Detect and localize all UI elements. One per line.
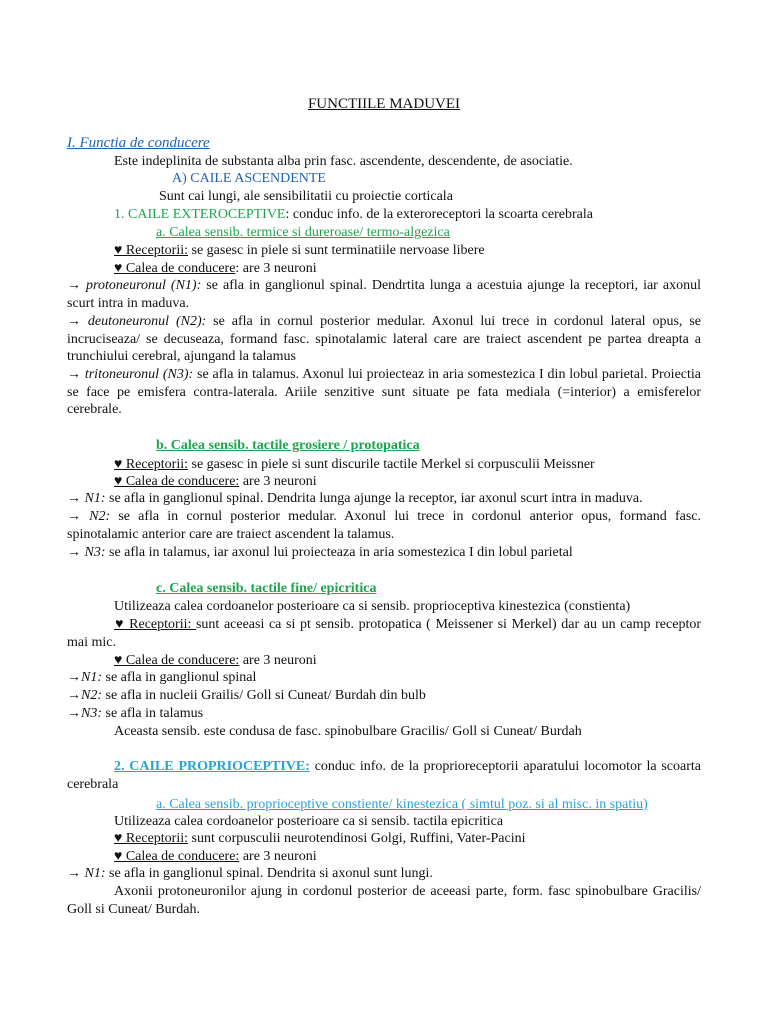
path-c-intro: Utilizeaza calea cordoanelor posterioare ca si sensib. proprioceptiva kinestezica (constienta) [114, 599, 631, 614]
path-b-heading: b. Calea sensib. tactile grosiere / protopatica [156, 438, 420, 453]
n2-text: se afla in cornul posterior medular. Axonul lui trece in cordonul anterior opus, formand fasc. spinotalamic anterior care are traiect ascendent la talamus. [67, 509, 702, 542]
n3-text: se afla in talamus. Axonul lui proiecteaz in aria somestezica I din lobul parietal. Proiectia se face pe emisfera contra-laterala. Ariile senzitive sunt situate pe fata mediala (=interior) a emisferelor cerebrale. [67, 367, 701, 417]
proprio-path-a-intro: Utilizeaza calea cordoanelor posterioare ca si sensib. tactila epicritica [114, 814, 504, 829]
receptors-label: ♥ Receptorii: [114, 831, 189, 846]
receptors-label: ♥ Receptorii: [114, 243, 189, 258]
receptors-text: sunt aceeasi ca si pt sensib. protopatica ( Meissener si Merkel) dar au un camp receptor mai mic. [67, 617, 701, 650]
n3-text: se afla in talamus [102, 706, 204, 721]
n1-text: se afla in ganglionul spinal [102, 670, 257, 685]
n3-label: N3: [81, 706, 102, 721]
path-c-conduction [114, 652, 748, 670]
receptors-text: sunt corpusculii neurotendinosi Golgi, Ruffini, Vater-Pacini [188, 831, 526, 846]
proprio-path-a-heading: a. Calea sensib. proprioceptive constiente/ kinestezica ( simtul poz. si al misc. in spatiu) [156, 797, 648, 812]
n2-label: N2: [89, 509, 111, 524]
conduction-label: ♥ Calea de conducere [114, 261, 236, 276]
n2-label: N2: [81, 688, 102, 703]
conduction-text: are 3 neuroni [239, 474, 317, 489]
proprio-path-a-conduction [114, 848, 748, 866]
conduction-text: are 3 neuroni [239, 849, 317, 864]
conduction-text: are 3 neuroni [239, 653, 317, 668]
proprio-path-a-n1: → N1: se afla in ganglionul spinal. Dendrita si axonul sunt lungi. [67, 866, 433, 881]
n1-text: se afla in ganglionul spinal. Dendrita si axonul sunt lungi. [105, 866, 433, 881]
section-intro: Este indeplinita de substanta alba prin fasc. ascendente, descendente, de asociatie. [114, 154, 573, 169]
path-b-receptors [114, 456, 748, 474]
path-b-n1: → N1: se afla in ganglionul spinal. Dendrita lunga ajunge la receptor, iar axonul scurt intra in maduva. [67, 491, 643, 506]
exteroceptive-desc: : conduc info. de la exteroreceptori la scoarta cerebrala [285, 207, 593, 222]
path-a-heading: a. Calea sensib. termice si dureroase/ termo-algezica [156, 225, 450, 240]
exteroceptive-heading: 1. CAILE EXTEROCEPTIVE [114, 207, 286, 222]
receptors-text: se gasesc in piele si sunt terminatiile nervoase libere [188, 243, 485, 258]
conduction-text: : are 3 neuroni [235, 261, 317, 276]
path-b-n2: → N2: se afla in cornul posterior medular. Axonul lui trece in cordonul anterior opus, formand fasc. spinotalamic anterior care are traiect ascendent la talamus. [67, 509, 702, 542]
n1-label: N1: [84, 866, 106, 881]
path-a-n1 [67, 277, 701, 312]
n1-text: se afla in ganglionul spinal. Dendrtita lunga a acestuia ajunge la receptori, iar axonul scurt intra in maduva. [67, 278, 701, 311]
proprioceptive-desc: conduc info. de la proprioreceptorii aparatului locomotor la scoarta cerebrala [67, 759, 701, 792]
n2-label: → deutoneuronul (N2): [67, 314, 207, 329]
path-a-n3 [67, 366, 701, 419]
receptors-label: ♥ Receptorii: [114, 457, 189, 472]
exteroceptive-line [114, 206, 748, 224]
proprioceptive-heading: 2. CAILE PROPRIOCEPTIVE: [114, 759, 310, 774]
proprio-path-a-receptors [114, 830, 748, 848]
n1-label: N1: [84, 491, 106, 506]
n2-text: se afla in nucleii Grailis/ Goll si Cuneat/ Burdah din bulb [102, 688, 426, 703]
proprioceptive-line [67, 758, 701, 793]
ascending-heading: A) CAILE ASCENDENTE [172, 171, 326, 186]
n3-label: N3: [84, 545, 106, 560]
page-title: FUNCTIILE MADUVEI [307, 96, 461, 112]
n3-label: → tritoneuronul (N3): [67, 367, 194, 382]
receptors-text: se gasesc in piele si sunt discurile tactile Merkel si corpusculii Meissner [188, 457, 595, 472]
path-c-outro: Aceasta sensib. este condusa de fasc. spinobulbare Gracilis/ Goll si Cuneat/ Burdah [114, 724, 582, 739]
path-a-receptors [114, 242, 748, 260]
n1-label: → protoneuronul (N1): [67, 278, 202, 293]
path-c-receptors [67, 616, 701, 651]
outro-text: Axonii protoneuronilor ajung in cordonul posterior de aceeasi parte, form. fasc spinobulbare Gracilis/ Goll si Cuneat/ Burdah. [67, 884, 701, 917]
n1-label: N1: [81, 670, 102, 685]
n2-text: se afla in cornul posterior medular. Axonul lui trece in cordonul lateral opus, se incruciseaza/ se decuseaza, formand fasc. spinotalamic lateral care are traiect ascendent pe partea dreapta a trunchiului cerebral, ajungand la talamus [67, 314, 701, 364]
path-b-conduction [114, 473, 748, 491]
path-a-n2 [67, 313, 701, 366]
n1-text: se afla in ganglionul spinal. Dendrita lunga ajunge la receptor, iar axonul scurt intra in maduva. [105, 491, 643, 506]
ascending-intro: Sunt cai lungi, ale sensibilitatii cu proiectie corticala [159, 189, 453, 204]
path-c-n1: →N1: se afla in ganglionul spinal [67, 670, 257, 685]
path-a-conduction [114, 260, 748, 278]
receptors-label: ♥ Receptorii: [114, 617, 196, 632]
conduction-label: ♥ Calea de conducere: [114, 849, 240, 864]
proprio-path-a-outro [67, 883, 701, 918]
path-b-n3: → N3: se afla in talamus, iar axonul lui proiecteaza in aria somestezica I din lobul parietal [67, 545, 573, 560]
conduction-label: ♥ Calea de conducere: [114, 474, 240, 489]
path-c-heading: c. Calea sensib. tactile fine/ epicritica [156, 581, 377, 596]
path-c-n3: →N3: se afla in talamus [67, 706, 204, 721]
section-heading-conduction: I. Functia de conducere [67, 135, 210, 151]
conduction-label: ♥ Calea de conducere: [114, 653, 240, 668]
path-c-n2: →N2: se afla in nucleii Grailis/ Goll si Cuneat/ Burdah din bulb [67, 688, 426, 703]
n3-text: se afla in talamus, iar axonul lui proiecteaza in aria somestezica I din lobul parietal [105, 545, 573, 560]
